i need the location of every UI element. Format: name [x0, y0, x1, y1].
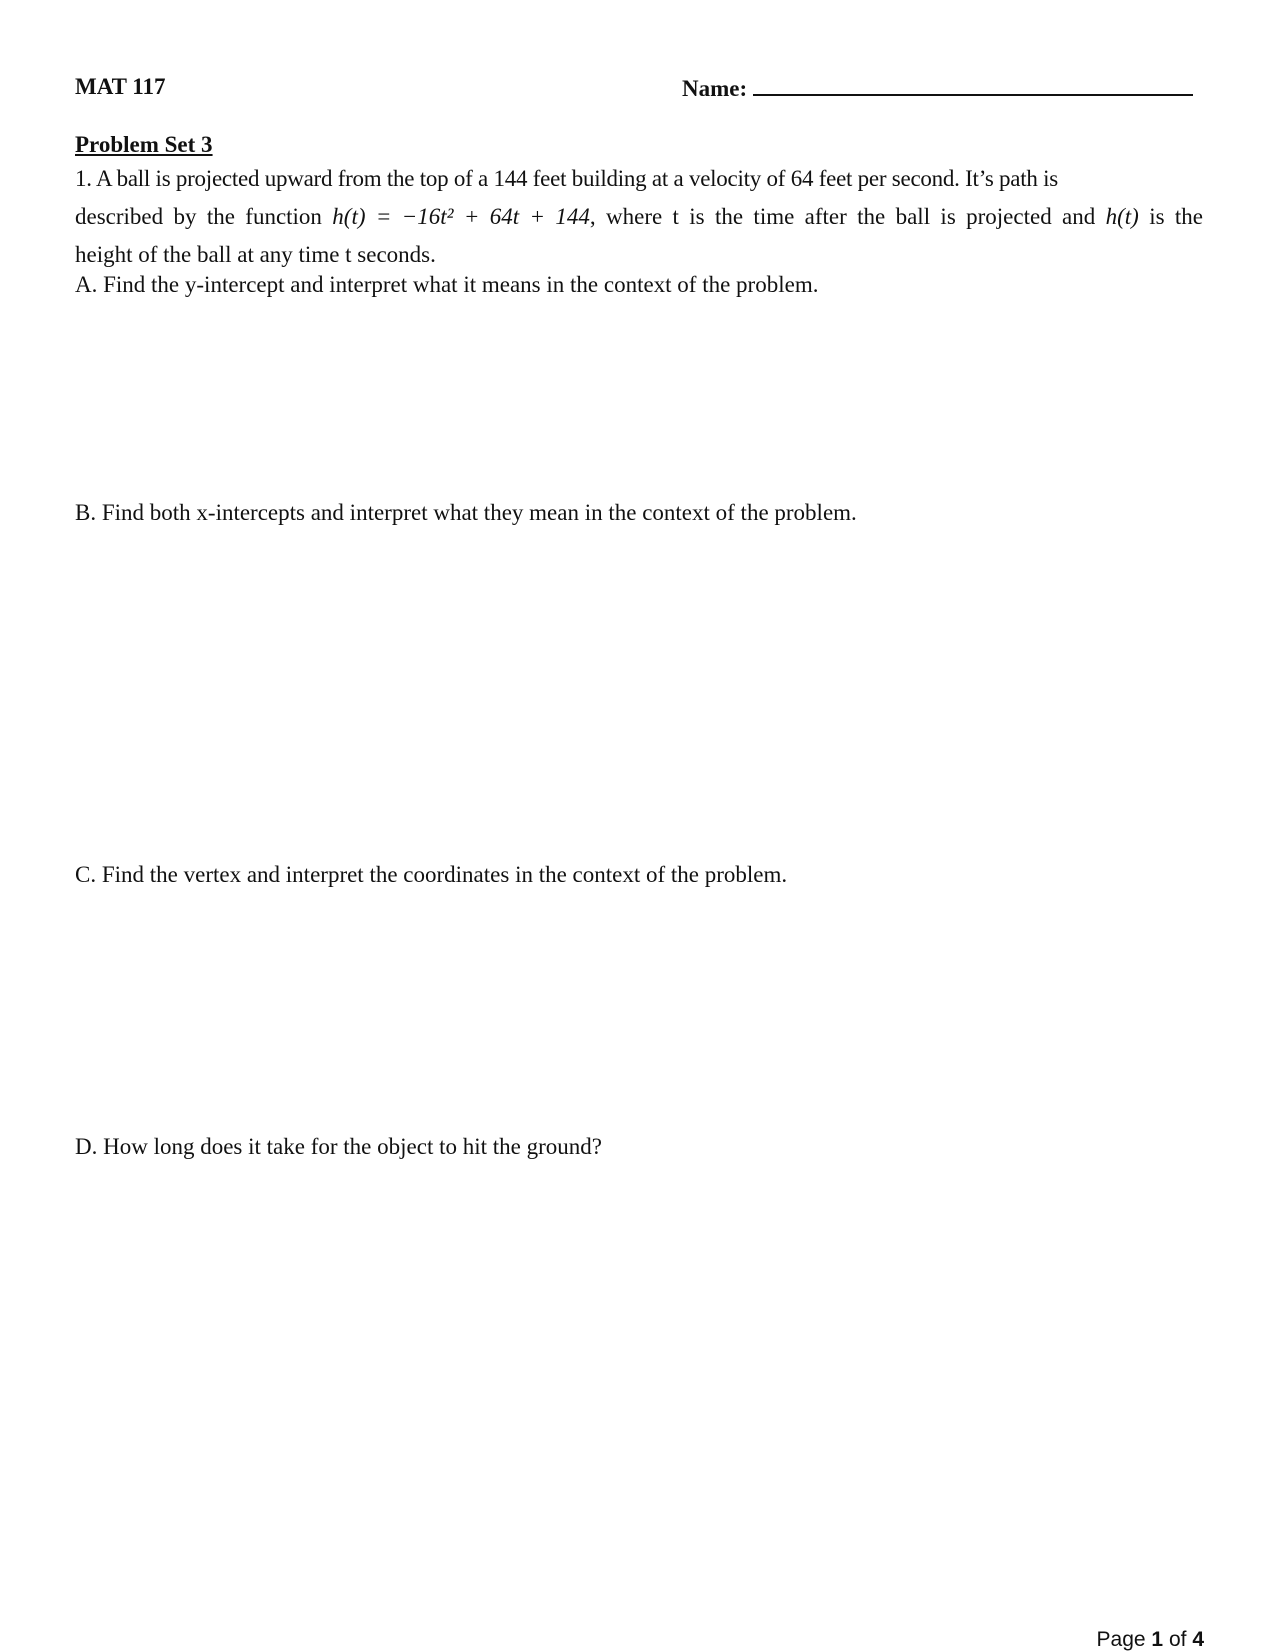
h-of-t-symbol: h(t)	[1105, 204, 1139, 229]
page-total: 4	[1192, 1628, 1204, 1651]
height-function-formula: h(t) = −16t² + 64t + 144	[332, 204, 590, 229]
course-code: MAT 117	[75, 74, 166, 99]
question-c: C. Find the vertex and interpret the coordinates in the context of the problem.	[75, 862, 788, 887]
problem-1-line-3: height of the ball at any time t seconds.	[75, 242, 436, 267]
question-d: D. How long does it take for the object to hit the ground?	[75, 1134, 602, 1159]
question-a: A. Find the y-intercept and interpret what it means in the context of the problem.	[75, 272, 819, 297]
problem-1-text-mid: , where t is the time after the ball is projected and	[589, 204, 1096, 229]
page-number	[1097, 1628, 1204, 1652]
page-of: of	[1168, 1628, 1187, 1651]
problem-1-statement	[75, 160, 1203, 274]
problem-1-text-before-function: described by the function	[75, 204, 322, 229]
question-b: B. Find both x-intercepts and interpret what they mean in the context of the problem.	[75, 500, 857, 525]
problem-1-line-2	[75, 198, 1203, 236]
name-blank-line	[753, 74, 1193, 96]
name-label: Name:	[682, 76, 748, 101]
problem-1-line-1: 1. A ball is projected upward from the top of a 144 feet building at a velocity of 64 feet per second. It’s path is	[75, 166, 1058, 191]
problem-1-text-after: is the	[1149, 204, 1203, 229]
name-field	[682, 74, 1193, 102]
problem-set-title: Problem Set 3	[75, 132, 213, 157]
page-prefix: Page	[1096, 1628, 1146, 1651]
page-current: 1	[1151, 1628, 1164, 1651]
